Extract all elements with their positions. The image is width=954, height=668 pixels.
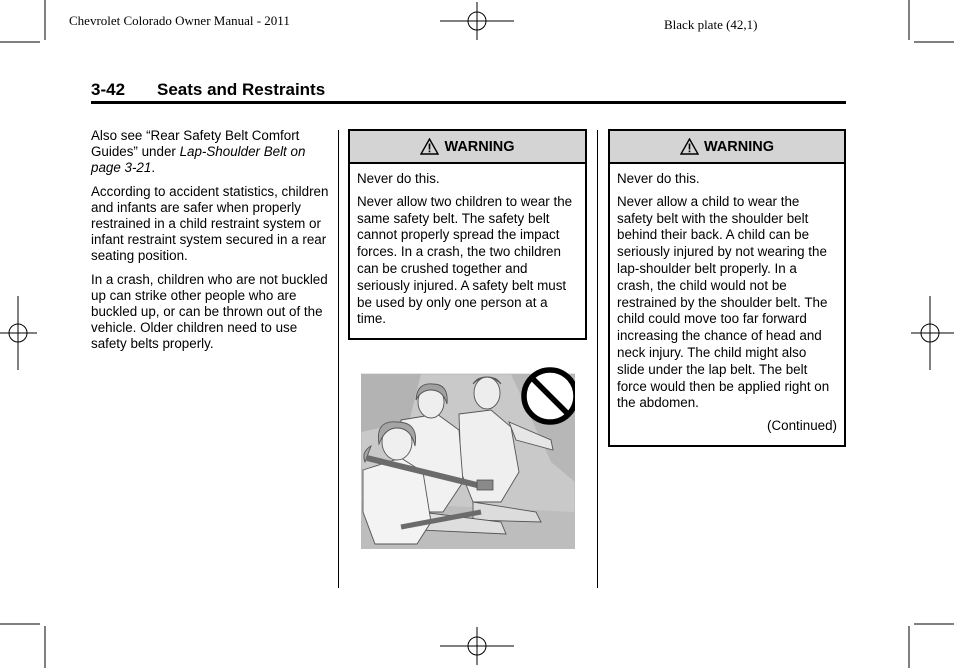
two-children-one-belt-illustration: [361, 362, 575, 549]
warning-text: Never allow a child to wear the safety belt with the shoulder belt behind their back. A child can be seriously injured by not wearing the lap-shoulder belt properly. In a crash, the child would not be restrained by the shoulder belt. The child could move too far forward increasing the chance of head and neck injury. The child might also slide under the lap belt. The belt force would then be applied right on the abdomen.: [617, 193, 830, 411]
registration-mark-right: [911, 296, 954, 370]
warning-line1: Never do this.: [357, 171, 440, 186]
plate-label: Black plate (42,1): [664, 17, 758, 32]
registration-mark-left: [0, 296, 37, 370]
column-divider-1: [338, 130, 339, 588]
warning-label: WARNING: [444, 138, 515, 155]
section-title: Seats and Restraints: [157, 80, 326, 99]
header-rule: [91, 101, 846, 104]
warning-triangle-icon: [680, 138, 699, 155]
registration-mark-bottom: [440, 627, 514, 665]
warning-label: WARNING: [703, 138, 775, 155]
manual-title: Chevrolet Colorado Owner Manual - 2011: [69, 13, 290, 28]
column-1-text: [91, 128, 331, 360]
paragraph-crash: In a crash, children who are not buckled up can strike other people who are buckled up, or can be thrown out of the vehicle. Older children need to use safety belts properly.: [91, 271, 328, 352]
continued-label: (Continued): [767, 418, 837, 434]
registration-mark-top: [440, 2, 514, 40]
warning-box-2: [608, 129, 846, 447]
paragraph-statistics: According to accident statistics, children and infants are safer when properly restrained in a child restraint system or infant restraint system secured in a rear seating position.: [91, 183, 329, 264]
column-divider-2: [597, 130, 598, 588]
warning-triangle-icon: [420, 138, 439, 155]
warning-body: [350, 164, 585, 338]
warning-text: Never allow two children to wear the same safety belt. The safety belt cannot properly spread the impact forces. In a crash, the two children can be crushed together and seriously injured. A safety belt must be used by only one person at a time.: [357, 193, 573, 327]
warning-header: [610, 131, 844, 164]
page-number: 3-42: [91, 80, 126, 99]
warning-body: [610, 164, 844, 445]
running-head: [91, 80, 325, 100]
warning-line1: Never do this.: [617, 171, 700, 186]
warning-box-1: [348, 129, 587, 340]
paragraph-see-also: Also see “Rear Safety Belt Comfort Guides” under Lap-Shoulder Belt on page 3-21.: [91, 128, 306, 176]
cross-reference[interactable]: Lap-Shoulder Belt on page 3-21: [91, 144, 306, 176]
warning-header: [350, 131, 585, 164]
